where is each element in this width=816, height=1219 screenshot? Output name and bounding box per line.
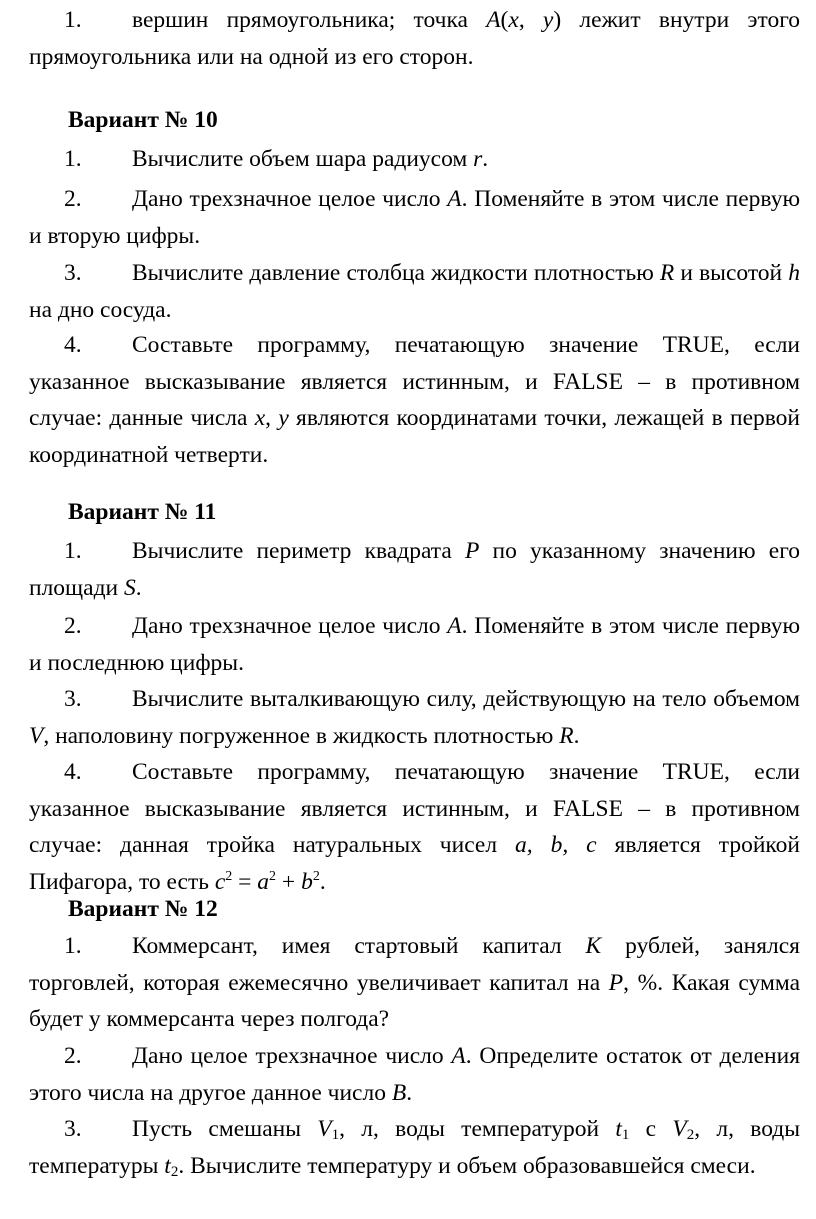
item-number: 4. [64, 332, 82, 358]
item-number: 3. [64, 686, 82, 712]
item-text: Составьте программу, печатающую значение TRUE, если указанное высказывание является истинным, и FALSE – в противном случае: данные числа x, y являются координатами точки, лежащей в первой координатной четверти. [29, 332, 801, 468]
item-number: 2. [64, 1043, 82, 1069]
task-item [29, 1111, 800, 1184]
item-text: Вычислите давление столбца жидкости плотностью R и высотой h на дно сосуда. [29, 260, 800, 323]
task-item [29, 533, 800, 606]
task-item [29, 608, 800, 681]
task-item [29, 1038, 800, 1111]
item-number: 2. [64, 613, 82, 639]
item-number: 3. [64, 1116, 82, 1142]
task-item [29, 255, 800, 328]
item-text: Пусть смешаны $V_1$, л, воды температурой $t_1$ с $V_2$, л, воды температуры $t_2$. Вычислите температуру и объем образовавшейся смеси. [29, 1116, 801, 1180]
item-text: Вычислите объем шара радиусом r. [132, 146, 489, 172]
item-text: вершин прямоугольника; точка A(x, y) лежит внутри этого прямоугольника или на одной из его сторон. [29, 7, 800, 70]
task-item [29, 2, 800, 75]
item-number: 2. [64, 186, 82, 212]
item-number: 1. [64, 538, 82, 564]
variant-heading-12: Вариант № 12 [68, 896, 218, 922]
task-item [29, 141, 800, 178]
item-number: 1. [64, 146, 82, 172]
item-text: Дано целое трехзначное число A. Определите остаток от деления этого числа на другое данное число B. [29, 1043, 800, 1106]
task-item [29, 928, 800, 1038]
task-item [29, 327, 800, 473]
item-text: Дано трехзначное целое число A. Поменяйте в этом числе первую и вторую цифры. [29, 186, 801, 249]
item-text: Дано трехзначное целое число A. Поменяйте в этом числе первую и последнюю цифры. [29, 613, 801, 676]
item-number: 1. [64, 933, 82, 959]
item-text: Составьте программу, печатающую значение TRUE, если указанное высказывание является истинным, и FALSE – в противном случае: данная тройка натуральных чисел a, b, c является тройкой Пифагора, то есть $c^2 = a^2 + b^2$. [29, 759, 800, 895]
task-item [29, 681, 800, 754]
task-item [29, 754, 800, 900]
item-text: Вычислите периметр квадрата P по указанному значению его площади S. [29, 538, 800, 601]
variant-heading-10: Вариант № 10 [68, 107, 218, 133]
item-number: 3. [64, 260, 82, 286]
task-item [29, 181, 800, 254]
item-text: Вычислите выталкивающую силу, действующую на тело объемом V, наполовину погруженное в жидкость плотностью R. [29, 686, 800, 749]
item-number: 4. [64, 759, 82, 785]
variant-heading-11: Вариант № 11 [68, 499, 217, 525]
item-number: 1. [64, 7, 82, 33]
item-text: Коммерсант, имея стартовый капитал K рублей, занялся торговлей, которая ежемесячно увеличивает капитал на P, %. Какая сумма будет у коммерсанта через полгода? [29, 933, 800, 1032]
